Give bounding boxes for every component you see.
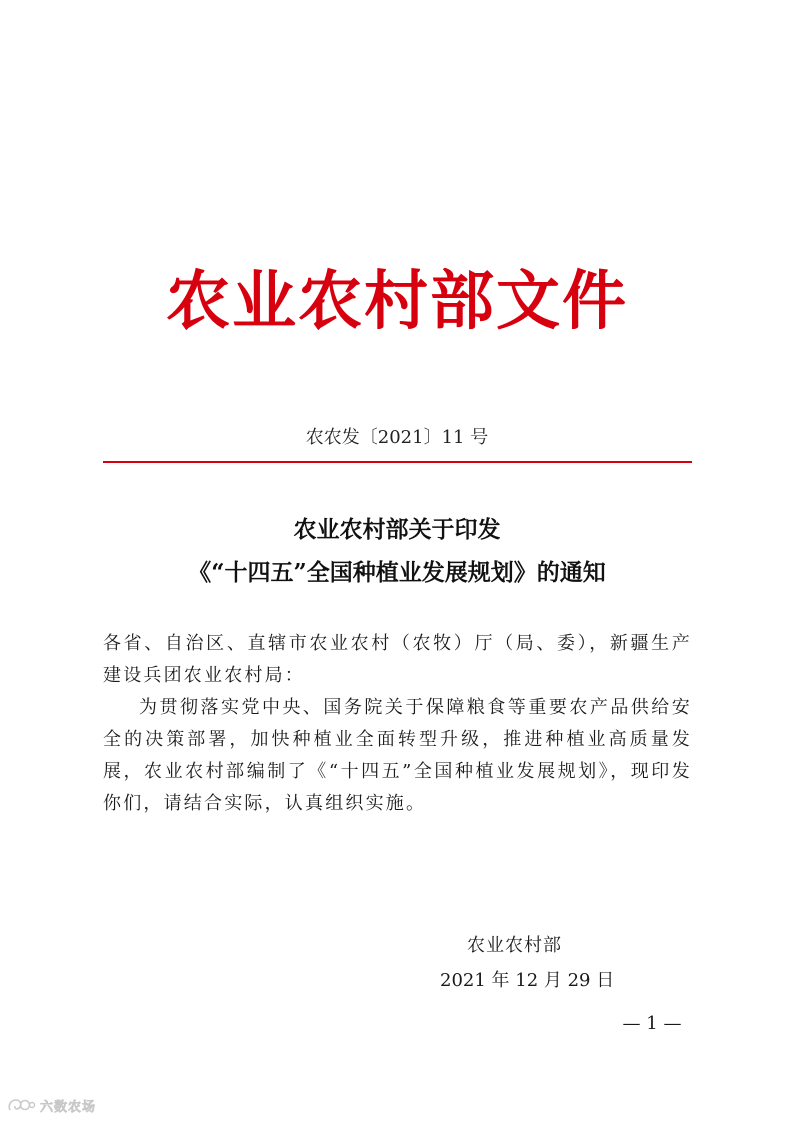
signature-date: 2021 年 12 月 29 日 bbox=[440, 970, 615, 991]
document-header-title: 农业农村部文件 bbox=[166, 264, 628, 339]
signature-block bbox=[440, 928, 640, 998]
notice-body bbox=[103, 628, 692, 820]
watermark-text: 六数农场 bbox=[40, 1099, 97, 1115]
red-divider-line bbox=[103, 461, 692, 463]
page-number: — 1 — bbox=[622, 1013, 682, 1034]
body-paragraph: 为贯彻落实党中央、国务院关于保障粮食等重要农产品供给安全的决策部署，加快种植业全面转型升级，推进种植业高质量发展，农业农村部编制了《“十四五”全国种植业发展规划》，现印发你们，请结合实际，认真组织实施。 bbox=[103, 697, 692, 814]
notice-title-line-2: 《“十四五”全国种植业发展规划》的通知 bbox=[188, 559, 606, 586]
notice-title-line-1: 农业农村部关于印发 bbox=[293, 516, 501, 543]
notice-title bbox=[0, 508, 794, 594]
watermark bbox=[6, 1093, 96, 1117]
document-number: 农农发〔2021〕11 号 bbox=[305, 427, 489, 448]
watermark-logo-icon bbox=[6, 1096, 36, 1114]
signature-organization: 农业农村部 bbox=[467, 935, 562, 956]
addressee: 各省、自治区、直辖市农业农村（农牧）厅（局、委），新疆生产建设兵团农业农村局： bbox=[103, 633, 692, 686]
